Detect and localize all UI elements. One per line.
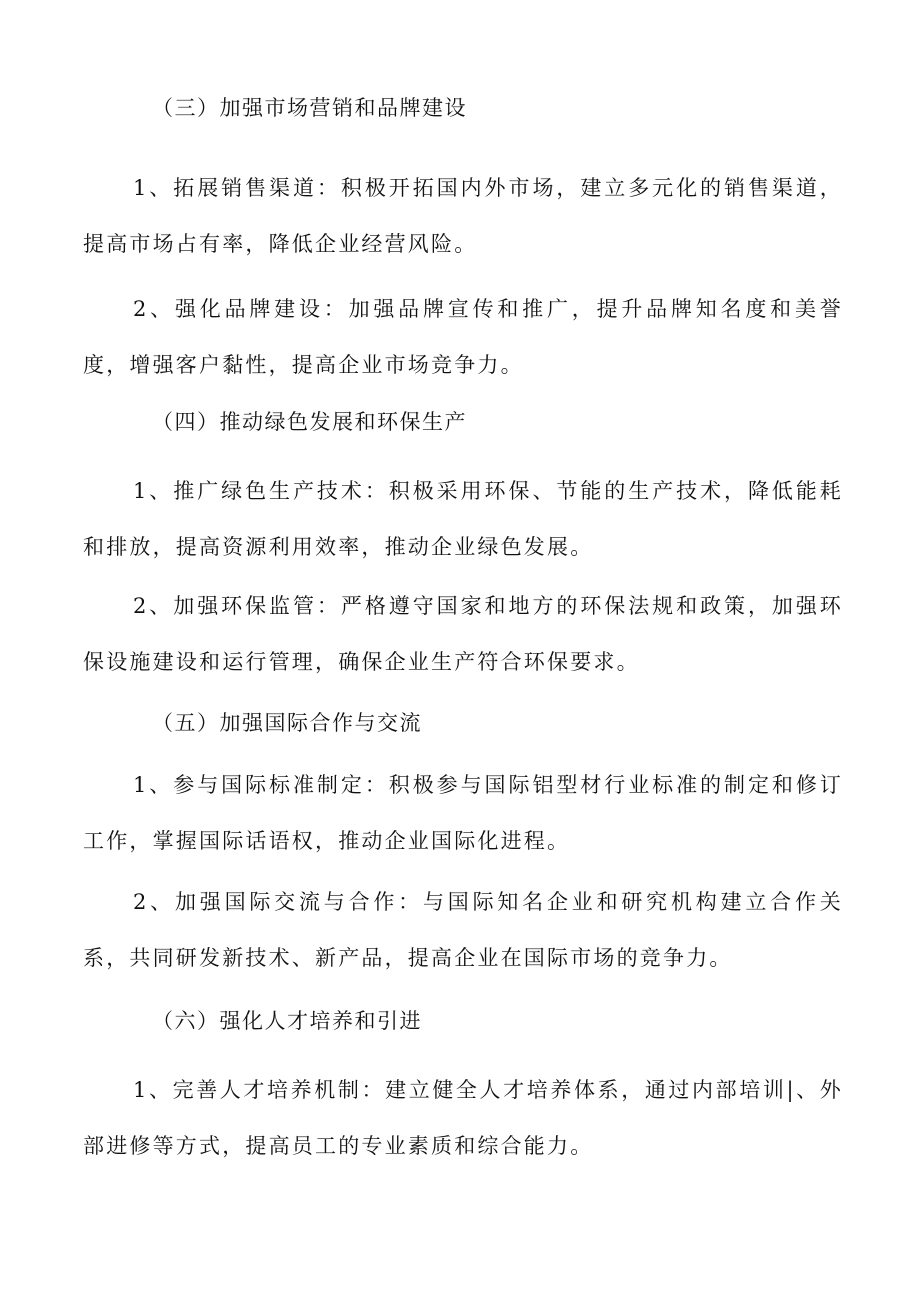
paragraph: 2、加强环保监管：严格遵守国家和地方的环保法规和政策，加强环保设施建设和运行管理，确保企业生产符合环保要求。 <box>83 594 843 674</box>
section-heading-3: （三）加强市场营销和品牌建设 <box>152 96 467 120</box>
paragraph: 1、完善人才培养机制：建立健全人才培养体系，通过内部培训|、外部进修等方式，提高员工的专业素质和综合能力。 <box>83 1078 843 1158</box>
paragraph: 1、拓展销售渠道：积极开拓国内外市场，建立多元化的销售渠道，提高市场占有率，降低企业经营风险。 <box>83 176 843 256</box>
section-heading-6: （六）强化人才培养和引进 <box>152 1009 422 1033</box>
section-heading-5: （五）加强国际合作与交流 <box>152 711 422 735</box>
paragraph: 2、加强国际交流与合作：与国际知名企业和研究机构建立合作关系，共同研发新技术、新产品，提高企业在国际市场的竞争力。 <box>83 890 843 970</box>
paragraph: 1、参与国际标准制定：积极参与国际铝型材行业标准的制定和修订工作，掌握国际话语权，推动企业国际化进程。 <box>83 773 843 853</box>
section-heading-4: （四）推动绿色发展和环保生产 <box>152 410 467 434</box>
paragraph: 1、推广绿色生产技术：积极采用环保、节能的生产技术，降低能耗和排放，提高资源利用效率，推动企业绿色发展。 <box>83 479 843 559</box>
paragraph: 2、强化品牌建设：加强品牌宣传和推广，提升品牌知名度和美誉度，增强客户黏性，提高企业市场竞争力。 <box>83 297 843 377</box>
